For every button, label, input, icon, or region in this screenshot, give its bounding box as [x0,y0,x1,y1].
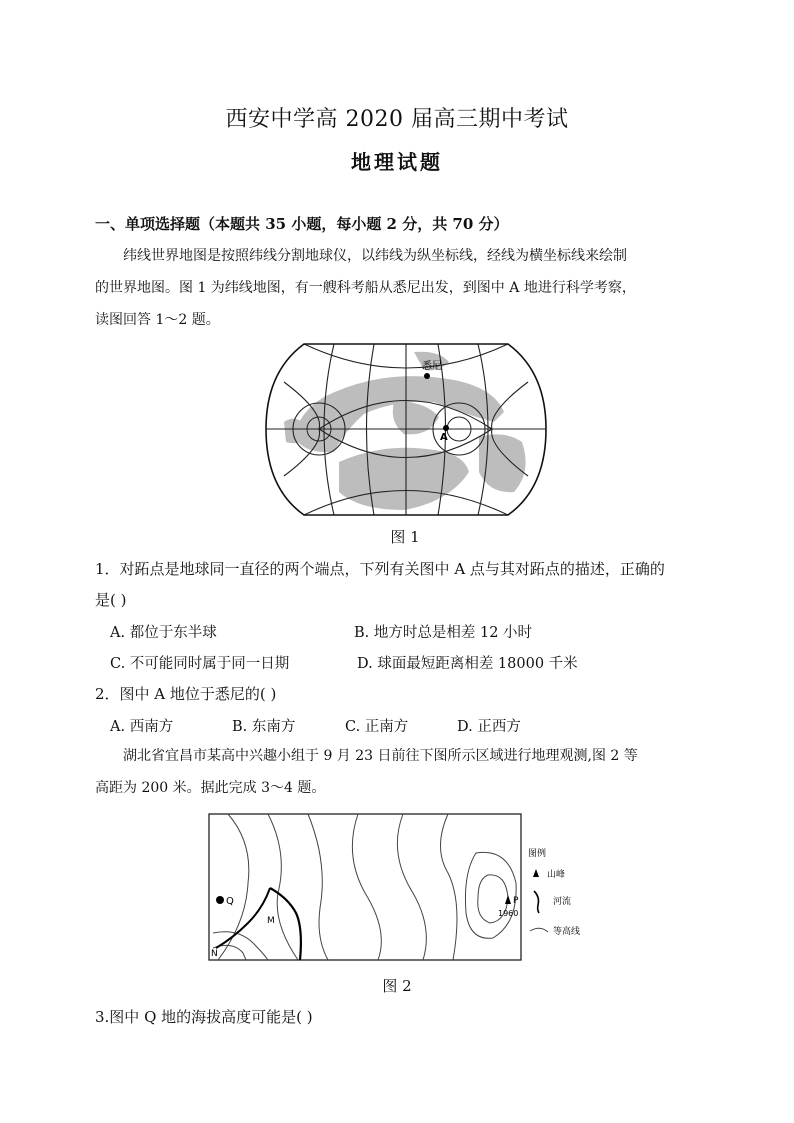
figure-2-caption: 图 2 [382,977,412,995]
intro-line: 纬线世界地图是按照纬线分割地球仪，以纬线为纵坐标线，经线为横坐标线来绘制 [123,248,627,264]
point-q [216,896,224,904]
point-a [443,425,449,431]
legend-river-icon [534,891,539,913]
q1-option-c: C. 不可能同时属于同一日期 [110,656,290,672]
q1-option-d: D. 球面最短距离相差 18000 千米 [357,656,578,672]
sydney-point [424,373,430,379]
legend-peak-label: 山峰 [547,870,566,880]
legend-contour-label: 等高线 [553,927,581,937]
intro-line: 高距为 200 米。据此完成 3～4 题。 [95,780,326,796]
legend-title: 图例 [528,849,547,859]
legend-river-label: 河流 [553,897,572,907]
label-a: A [440,432,448,443]
intro-paragraph-2 [95,740,700,804]
label-m: M [267,916,275,926]
intro-line: 读图回答 1～2 题。 [95,312,220,328]
intro-line: 湖北省宜昌市某高中兴趣小组于 9 月 23 日前往下图所示区域进行地理观测,图 2 等 [123,748,638,764]
page-subtitle: 地理试题 [351,150,443,174]
q2-option-d: D. 正西方 [457,719,521,735]
q1-option-a: A. 都位于东半球 [110,625,217,641]
page-title: 西安中学高 2020 届高三期中考试 [225,107,569,132]
intro-line: 的世界地图。图 1 为纬线地图，有一艘科考船从悉尼出发，到图中 A 地进行科学考察， [95,280,636,296]
label-n: N [211,949,218,959]
legend-contour-icon [530,928,548,932]
q2-option-b: B. 东南方 [232,719,296,735]
section-heading: 一、单项选择题（本题共 35 小题，每小题 2 分，共 70 分） [95,215,509,233]
label-elevation: 1960 [498,909,519,918]
figure-2-contour-map [208,813,592,961]
figure-1-caption: 图 1 [390,528,420,546]
intro-paragraph-1 [95,240,700,336]
legend-peak-icon [533,869,539,877]
q1-option-b: B. 地方时总是相差 12 小时 [354,625,533,641]
label-sydney: 悉尼 [422,361,442,372]
q2-option-a: A. 西南方 [110,719,174,735]
q2-option-c: C. 正南方 [345,719,409,735]
figure-1-latitude-map [264,342,548,517]
question-2-stem: 2．图中 A 地位于悉尼的( ) [95,685,277,703]
label-p: P [513,896,519,906]
question-1-stem: 1．对跖点是地球同一直径的两个端点，下列有关图中 A 点与其对跖点的描述，正确的 [95,560,665,578]
label-q: Q [226,896,234,907]
map-frame [209,814,521,960]
question-1-stem-cont: 是( ) [95,591,127,609]
question-3-stem: 3.图中 Q 地的海拔高度可能是( ) [95,1008,313,1026]
